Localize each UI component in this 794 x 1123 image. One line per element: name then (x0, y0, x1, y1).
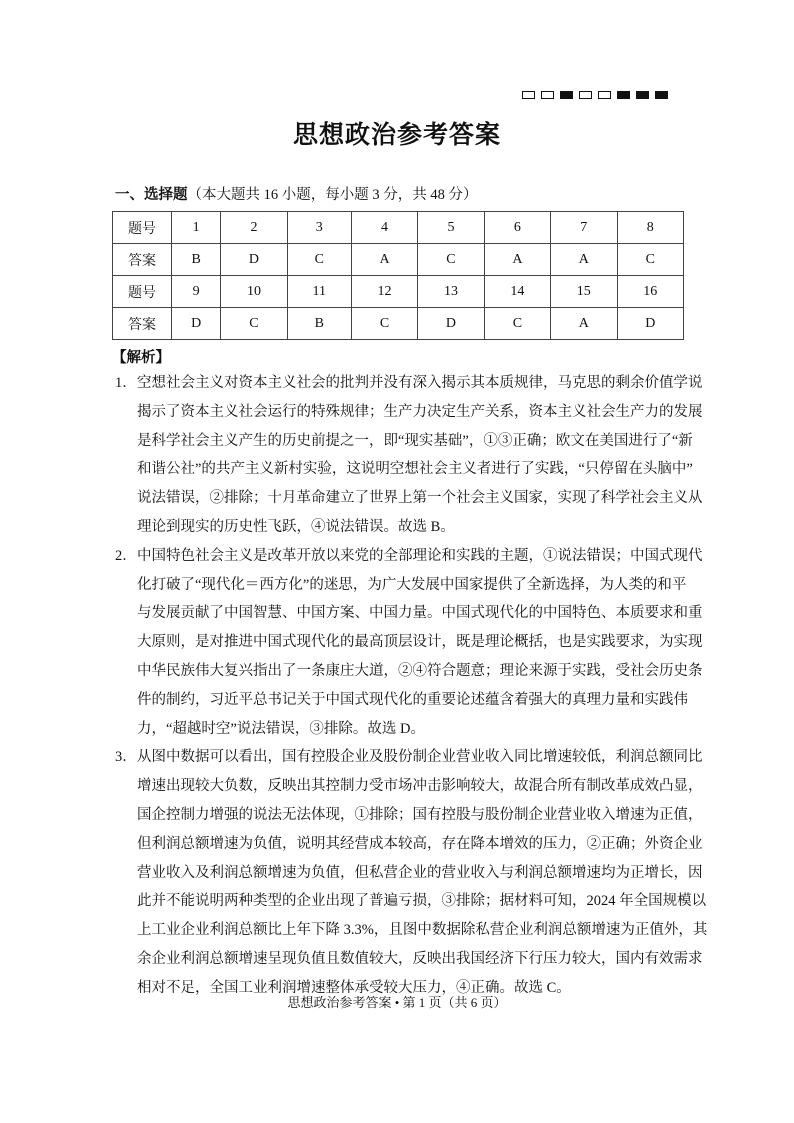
row-header: 答案 (113, 244, 172, 276)
table-cell: 2 (221, 212, 287, 244)
item-text-line: 从图中数据可以看出，国有控股企业及股份制企业营业收入同比增速较低，利润总额同比 (137, 749, 703, 766)
filled-square-icon (636, 91, 649, 99)
table-cell: D (172, 308, 221, 340)
item-text-line: 国企控制力增强的说法无法体现，①排除；国有控股与股份制企业营业收入增速为正值， (137, 806, 703, 823)
table-cell: 6 (484, 212, 550, 244)
item-number: 3． (115, 749, 137, 766)
table-cell: C (617, 244, 683, 276)
item-text-line: 营业收入及利润总额增速为负值，但私营企业的营业收入与利润总额增速均为正增长，因 (137, 864, 703, 881)
item-number: 2． (115, 547, 137, 564)
table-cell: C (221, 308, 287, 340)
row-header: 题号 (113, 212, 172, 244)
item-text-line: 空想社会主义对资本主义社会的批判并没有深入揭示其本质规律，马克思的剩余价值学说 (137, 375, 703, 391)
item-text-line: 相对不足，全国工业利润增速整体承受较大压力，④正确。故选 C。 (137, 979, 571, 996)
empty-square-icon (522, 91, 535, 99)
table-row (113, 276, 684, 308)
table-row (113, 244, 684, 276)
item-text-line: 说法错误，②排除；十月革命建立了世界上第一个社会主义国家，实现了科学社会主义从 (137, 490, 703, 507)
page-footer: 思想政治参考答案 • 第 1 页（共 6 页） (287, 995, 507, 1010)
item-text-line: 此并不能说明两种类型的企业出现了普遍亏损，③排除；据材料可知，2024 年全国规模以 (137, 893, 707, 910)
filled-square-icon (655, 91, 668, 99)
table-cell: D (418, 308, 484, 340)
table-cell: 12 (351, 276, 417, 308)
table-cell: 5 (418, 212, 484, 244)
item-text-line: 和谐公社”的共产主义新村实验，这说明空想社会主义者进行了实践，“只停留在头脑中” (137, 461, 693, 478)
table-cell: 7 (551, 212, 617, 244)
filled-square-icon (617, 91, 630, 99)
analysis-item (115, 743, 708, 1002)
empty-square-icon (579, 91, 592, 99)
table-cell: C (287, 244, 351, 276)
item-number: 1． (115, 375, 137, 391)
table-cell: A (551, 308, 617, 340)
page-title: 思想政治参考答案 (292, 122, 501, 149)
item-text-line: 增速出现较大负数，反映出其控制力受市场冲击影响较大，故混合所有制改革成效凸显， (137, 778, 703, 795)
table-cell: D (221, 244, 287, 276)
item-text-line: 件的制约，习近平总书记关于中国式现代化的重要论述蕴含着强大的真理力量和实践伟 (137, 691, 688, 708)
empty-square-icon (598, 91, 611, 99)
table-cell: 16 (617, 276, 683, 308)
item-text-line: 理论到现实的历史性飞跃，④说法错误。故选 B。 (137, 518, 455, 535)
answer-table (112, 211, 684, 340)
item-text-line: 上工业企业利润总额比上年下降 3.3%，且图中数据除私营企业利润总额增速为正值外，其 (137, 922, 708, 939)
item-text-line: 中国特色社会主义是改革开放以来党的全部理论和实践的主题，①说法错误；中国式现代 (137, 547, 703, 564)
item-text-line: 余企业利润总额增速呈现负值且数值较大，反映出我国经济下行压力较大，国内有效需求 (137, 950, 703, 967)
table-cell: B (287, 308, 351, 340)
item-text-line: 力，“超越时空”说法错误，③排除。故选 D。 (137, 720, 425, 737)
analysis-heading: 【解析】 (112, 350, 170, 366)
section-label: 一、选择题 (115, 187, 188, 203)
table-cell: 1 (172, 212, 221, 244)
table-cell: 3 (287, 212, 351, 244)
section-heading (115, 183, 478, 204)
row-header: 答案 (113, 308, 172, 340)
table-cell: C (418, 244, 484, 276)
section-note: （本大题共 16 小题，每小题 3 分，共 48 分） (187, 187, 478, 203)
item-text-line: 中华民族伟大复兴指出了一条康庄大道，②④符合题意；理论来源于实践，受社会历史条 (137, 662, 703, 679)
table-cell: 11 (287, 276, 351, 308)
item-text-line: 揭示了资本主义社会运行的特殊规律；生产力决定生产关系，资本主义社会生产力的发展 (137, 403, 703, 420)
table-cell: A (551, 244, 617, 276)
item-text-line: 大原则，是对推进中国式现代化的最高顶层设计，既是理论概括，也是实践要求，为实现 (137, 634, 703, 651)
table-cell: C (484, 308, 550, 340)
table-cell: B (172, 244, 221, 276)
table-cell: 8 (617, 212, 683, 244)
filled-square-icon (560, 91, 573, 99)
table-cell: C (351, 308, 417, 340)
table-cell: 9 (172, 276, 221, 308)
row-header: 题号 (113, 276, 172, 308)
empty-square-icon (541, 91, 554, 99)
table-cell: 4 (351, 212, 417, 244)
table-row (113, 212, 684, 244)
table-cell: 15 (551, 276, 617, 308)
item-text-line: 与发展贡献了中国智慧、中国方案、中国力量。中国式现代化的中国特色、本质要求和重 (137, 605, 703, 622)
table-cell: 13 (418, 276, 484, 308)
table-cell: A (351, 244, 417, 276)
analysis-item (115, 369, 703, 542)
item-text-line: 但利润总额增速为负值，说明其经营成本较高，存在降本增效的压力，②正确；外资企业 (137, 835, 703, 852)
analysis-item (115, 542, 703, 744)
analysis-items (115, 369, 708, 1003)
table-cell: A (484, 244, 550, 276)
table-cell: 14 (484, 276, 550, 308)
item-text-line: 是科学社会主义产生的历史前提之一，即“现实基础”，①③正确；欧文在美国进行了“新 (137, 432, 693, 449)
table-row (113, 308, 684, 340)
item-text-line: 化打破了“现代化＝西方化”的迷思，为广大发展中国家提供了全新选择，为人类的和平 (137, 576, 687, 593)
table-cell: D (617, 308, 683, 340)
page-marks (522, 91, 668, 99)
table-cell: 10 (221, 276, 287, 308)
